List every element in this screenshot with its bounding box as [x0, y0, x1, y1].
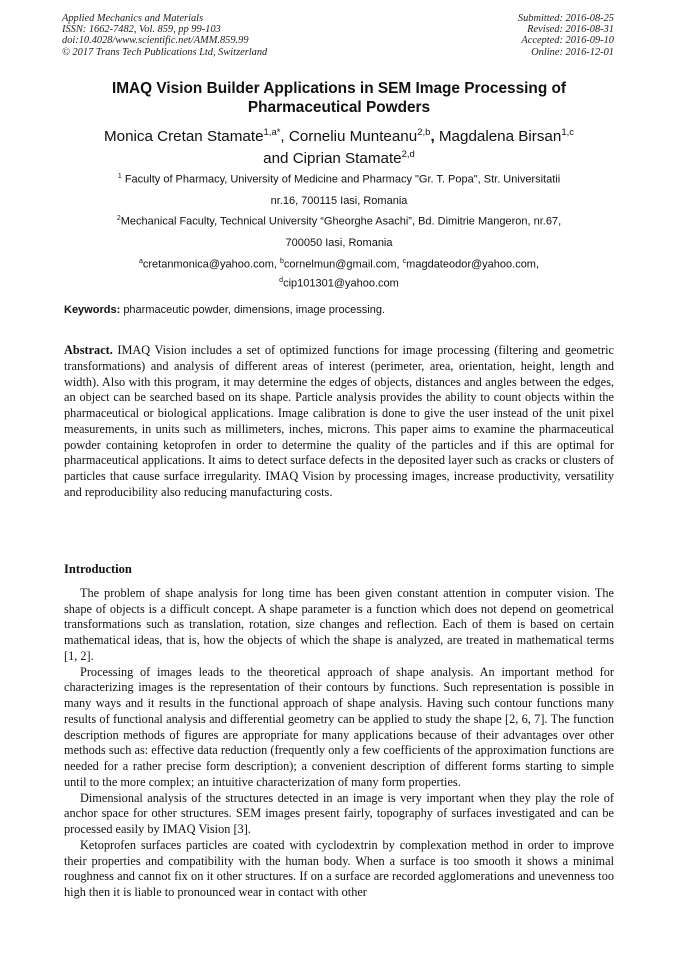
author-1-sup: 1,a* [263, 127, 281, 138]
email-b-sup: b [279, 258, 284, 265]
intro-paragraph-3: Dimensional analysis of the structures detected in an image is very important when they play the role of anchor space for other structures. SEM images present fairly, topography of surfaces investigated and can be processed easily by IMAQ Vision [3]. [64, 790, 614, 836]
author-3: Magdalena Birsan [438, 128, 562, 146]
affiliation-1-line-1: Faculty of Pharmacy, University of Medicine and Pharmacy "Gr. T. Popa", Str. Universitatii [124, 173, 561, 186]
intro-paragraph-1: The problem of shape analysis for long time has been given constant attention in computer vision. The shape of objects is a difficult concept. A shape parameter is a function which does not depend on geometrical transformations such as translation, rotation, size changes and reflection. Each of them is based on certain mathematical ideas, that is, how the objects of which the shape is analyzed, are treated in mathematical terms [1, 2]. [64, 585, 614, 663]
abstract [64, 343, 614, 501]
author-4-sup: 2,d [401, 149, 415, 161]
journal-doi: doi:10.4028/www.scientific.net/AMM.859.99 [62, 35, 249, 47]
email-d-sup: d [279, 276, 284, 284]
date-revised: Revised: 2016-08-31 [527, 24, 614, 36]
email-c[interactable]: magdateodor@yahoo.com, [406, 258, 540, 271]
intro-paragraph-4: Ketoprofen surfaces particles are coated with cyclodextrin by complexation method in order to improve their properties and compatibility with the human body. When a surface is too smooth it shows a minimal roughness and cannot fix on it other structures. If on a surface are recorded agglomerations and unevenness too high then it is liable to pronounced wear in contact with other [64, 837, 614, 899]
journal-info [62, 13, 267, 58]
keywords-text: pharmaceutic powder, dimensions, image processing. [123, 304, 386, 316]
keywords [64, 304, 616, 316]
affiliation-2-sup: 2 [116, 215, 121, 222]
email-a[interactable]: cretanmonica@yahoo.com, [142, 258, 277, 271]
intro-paragraph-2: Processing of images leads to the theoretical approach of shape analysis. An important method for characterizing images is the representation of their contours by functions. Such representation is possible in many ways and it results in the functional approach of shape analysis. Having such contour functions many results of functional analysis and differential geometry can be applied to study the shape [2, 6, 7]. The function description methods of figures are appropriate for many applications because of their advantages over other methods such as: effective data reduction (frequently only a few coefficients of the approximation functions are needed for a rather precise form description); a convenient description of different forms starting to simple until to the more complex; an intuitive characterization of many form properties. [64, 664, 614, 789]
email-d[interactable]: cip101301@yahoo.com [283, 277, 399, 290]
keywords-label: Keywords: [64, 304, 121, 316]
date-online: Online: 2016-12-01 [531, 46, 614, 58]
introduction-section [64, 562, 614, 901]
author-emails [62, 254, 616, 291]
author-4: Ciprian Stamate [292, 150, 402, 168]
email-b[interactable]: cornelmun@gmail.com, [283, 258, 400, 271]
title-line-1: IMAQ Vision Builder Applications in SEM Image Processing of [111, 80, 567, 97]
abstract-label: Abstract. [64, 343, 113, 357]
author-2: Corneliu Munteanu [288, 128, 418, 146]
affiliation-1 [62, 166, 616, 213]
publication-dates [518, 13, 614, 58]
author-and: and [263, 150, 289, 168]
author-3-sup: 1,c [561, 127, 575, 138]
title-line-2: Pharmaceutical Powders [247, 98, 431, 116]
affiliation-1-sup: 1 [117, 173, 122, 180]
affiliation-2 [62, 208, 616, 255]
paper-title [62, 80, 616, 117]
introduction-heading: Introduction [64, 562, 132, 576]
author-list: Monica Cretan Stamate$^{1,a*}$, Corneliu Munteanu$^{2,b}$, Magdalena Birsan$^{1,c}$ and Ciprian Stamate$^{2,d}$ [103, 127, 575, 168]
journal-copyright: © 2017 Trans Tech Publications Ltd, Switzerland [62, 46, 268, 58]
author-1: Monica Cretan Stamate [103, 128, 264, 146]
journal-issn: ISSN: 1662-7482, Vol. 859, pp 99-103 [62, 24, 221, 36]
email-a-sup: a [138, 258, 143, 265]
date-accepted: Accepted: 2016-09-10 [521, 35, 614, 47]
email-c-sup: c [402, 258, 407, 265]
author-2-sup: 2,b [417, 127, 431, 138]
affiliation-1-line-2: nr.16, 700115 Iasi, Romania [270, 195, 408, 208]
affiliation-2-line-1: Mechanical Faculty, Technical University “Gheorghe Asachi”, Bd. Dimitrie Mangeron, nr.67, [120, 215, 562, 228]
affiliation-2-line-2: 700050 Iasi, Romania [285, 237, 393, 250]
journal-name: Applied Mechanics and Materials [62, 13, 204, 24]
date-submitted: Submitted: 2016-08-25 [517, 13, 614, 24]
abstract-text: IMAQ Vision includes a set of optimized functions for image processing (filtering and geometric transformations) and analysis of different areas of interest (perimeter, area, orientation, height, length and width). Also with this program, it may determine the edges of objects, distances and angles between the edges, an object can be searched based on its shape. Particle analysis provides the ability to count objects within the pharmaceutical or biological applications. Image calibration is done to give the user instead of the unit pixel measurements, in units such as millimeters, inches, microns. This paper aims to examine the pharmaceutical powder containing ketoprofen in order to determine the quality of the particles and if this are optimal for pharmaceutical applications. It aims to detect surface defects in the deposited layer such as cracks or clusters of particles that cause surface irregularity. IMAQ Vision by processing images, increase productivity, versatility and reproducibility also reducing manufacturing costs. [64, 343, 614, 499]
